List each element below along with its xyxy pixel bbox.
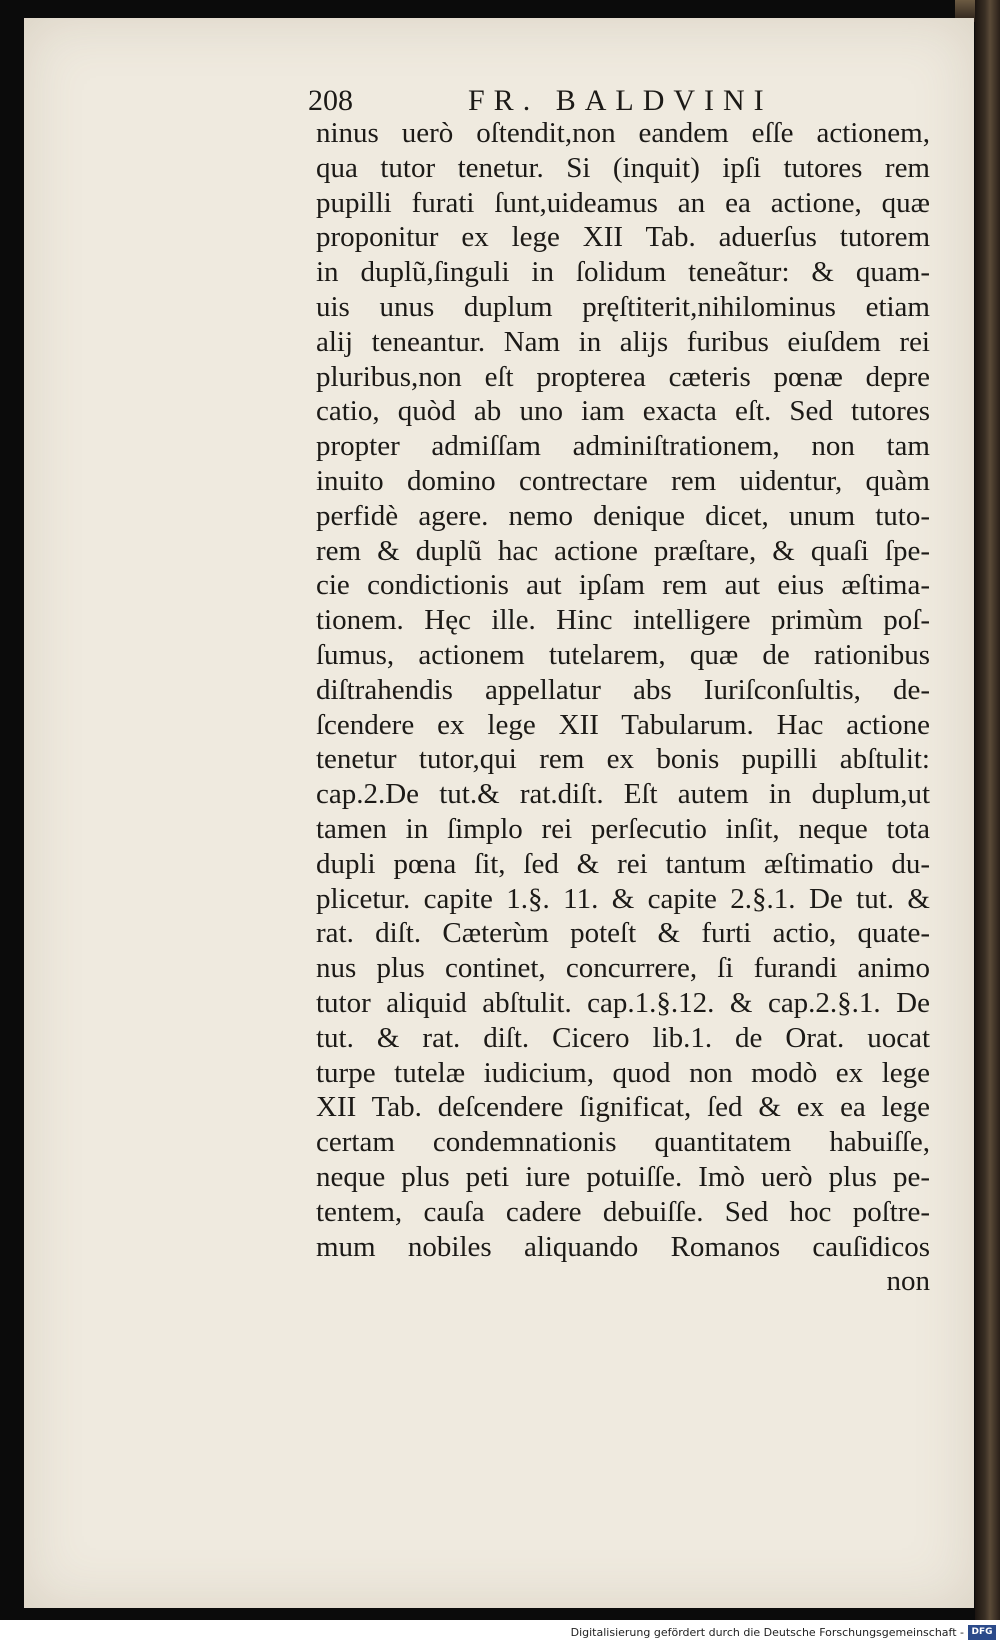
text-line: mum nobiles aliquando Romanos cauſidicos	[316, 1230, 930, 1263]
text-line: catio, quòd ab uno iam exacta eſt. Sed tutores	[316, 395, 930, 428]
text-line: tentem, cauſa cadere debuiſſe. Sed hoc poſtre-	[316, 1195, 930, 1228]
text-line: alij teneantur. Nam in alijs furibus eiuſdem rei	[316, 325, 930, 358]
text-line: cie condictionis aut ipſam rem aut eius æſtima-	[316, 569, 930, 602]
text-line: pluribus,non eſt propterea cæteris pœnæ depre	[316, 360, 930, 393]
text-line: perfidè agere. nemo denique dicet, unum tuto-	[316, 499, 930, 532]
text-line: rat. diſt. Cæterùm poteſt & furti actio, quate-	[316, 917, 930, 950]
text-line: uis unus duplum pręſtiterit,nihilominus etiam	[316, 290, 930, 323]
text-line: ſcendere ex lege XII Tabularum. Hac actione	[316, 708, 930, 741]
book-spine	[975, 0, 1000, 1620]
footer-bar	[0, 1620, 1000, 1647]
text-line: proponitur ex lege XII Tab. aduerſus tutorem	[316, 221, 930, 254]
running-title: FR. BALDVINI	[468, 84, 773, 117]
text-line: tenetur tutor,qui rem ex bonis pupilli abſtulit:	[316, 743, 930, 776]
text-line: ſumus, actionem tutelarem, quæ de rationibus	[316, 638, 930, 671]
text-line: tamen in ſimplo rei perſecutio inſit, neque tota	[316, 812, 930, 845]
text-line: plicetur. capite 1.§. 11. & capite 2.§.1. De tut. &	[316, 882, 930, 915]
text-line: tut. & rat. diſt. Cicero lib.1. de Orat. uocat	[316, 1021, 930, 1054]
text-line: tutor aliquid abſtulit. cap.1.§.12. & cap.2.§.1. De	[316, 986, 930, 1019]
page-number: 208	[308, 84, 353, 117]
text-line: XII Tab. deſcendere ſignificat, ſed & ex ea lege	[316, 1091, 930, 1124]
text-line: qua tutor tenetur. Si (inquit) ipſi tutores rem	[316, 151, 930, 184]
catchword: non	[886, 1265, 930, 1298]
text-line: propter admiſſam adminiſtrationem, non tam	[316, 430, 930, 463]
main-text-block	[316, 116, 930, 1299]
text-line: tionem. Hęc ille. Hinc intelligere primùm poſ-	[316, 604, 930, 637]
funding-credit: Digitalisierung gefördert durch die Deutsche Forschungsgemeinschaft -	[570, 1626, 964, 1639]
text-line: in duplũ,ſinguli in ſolidum teneãtur: & quam-	[316, 256, 930, 289]
dfg-logo: DFG	[968, 1625, 996, 1640]
text-line: inuito domino contrectare rem uidentur, quàm	[316, 464, 930, 497]
text-line: dupli pœna ſit, ſed & rei tantum æſtimatio du-	[316, 847, 930, 880]
text-line: rem & duplũ hac actione præſtare, & quaſi ſpe-	[316, 534, 930, 567]
text-line: ninus uerò oſtendit,non eandem eſſe actionem,	[316, 117, 930, 149]
text-line: certam condemnationis quantitatem habuiſſe,	[316, 1126, 930, 1159]
text-line: nus plus continet, concurrere, ſi furandi animo	[316, 952, 930, 985]
text-line: turpe tutelæ iudicium, quod non modò ex lege	[316, 1056, 930, 1089]
text-line: cap.2.De tut.& rat.diſt. Eſt autem in duplum,ut	[316, 778, 930, 811]
text-line: pupilli furati ſunt,uideamus an ea actione, quæ	[316, 186, 930, 219]
text-line: neque plus peti iure potuiſſe. Imò uerò plus pe-	[316, 1160, 930, 1193]
text-line: diſtrahendis appellatur abs Iuriſconſultis, de-	[316, 673, 930, 706]
